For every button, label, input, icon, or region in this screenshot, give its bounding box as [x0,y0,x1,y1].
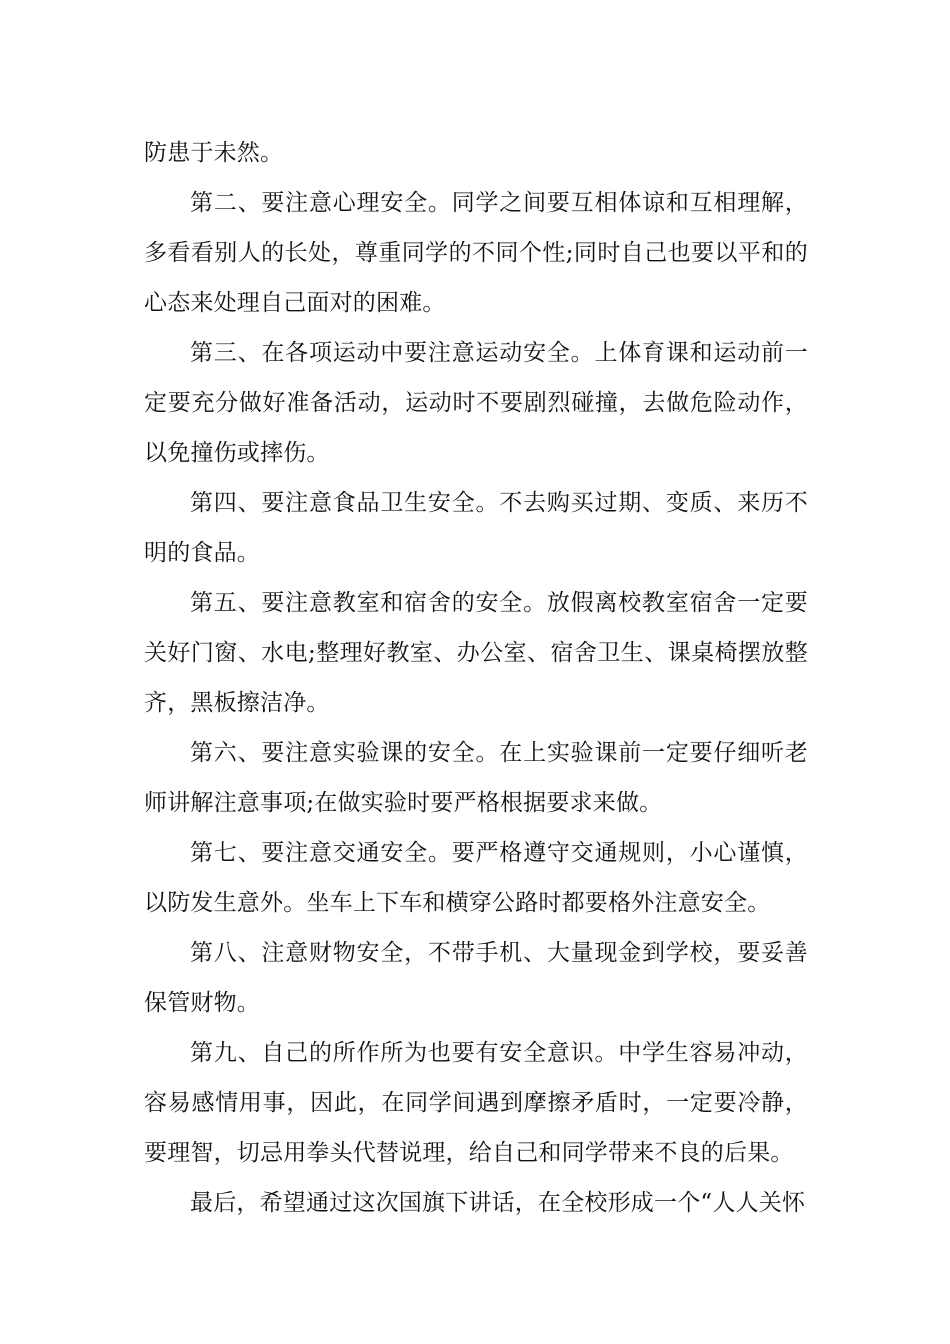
paragraph-sports-safety: 第三、在各项运动中要注意运动安全。上体育课和运动前一定要充分做好准备活动，运动时不要剧烈碰撞，去做危险动作，以免撞伤或摔伤。 [144,340,808,466]
paragraph-traffic-safety: 第七、要注意交通安全。要严格遵守交通规则，小心谨慎，以防发生意外。坐车上下车和横穿公路时都要格外注意安全。 [144,840,808,916]
paragraph-psychological-safety: 第二、要注意心理安全。同学之间要互相体谅和互相理解，多看看别人的长处，尊重同学的不同个性;同时自己也要以平和的心态来处理自己面对的困难。 [144,190,808,316]
paragraph-lab-safety: 第六、要注意实验课的安全。在上实验课前一定要仔细听老师讲解注意事项;在做实验时要严格根据要求来做。 [144,740,808,816]
paragraph-closing: 最后，希望通过这次国旗下讲话，在全校形成一个“人人关怀 [190,1190,806,1216]
paragraph-self-awareness: 第九、自己的所作所为也要有安全意识。中学生容易冲动，容易感情用事，因此，在同学间遇到摩擦矛盾时，一定要冷静，要理智，切忌用拳头代替说理，给自己和同学带来不良的后果。 [144,1040,808,1166]
paragraph-food-safety: 第四、要注意食品卫生安全。不去购买过期、变质、来历不明的食品。 [144,490,808,566]
paragraph-continuation: 防患于未然。 [144,140,284,166]
paragraph-property-safety: 第八、注意财物安全，不带手机、大量现金到学校，要妥善保管财物。 [144,940,808,1016]
document-body [144,128,808,1228]
paragraph-classroom-dorm-safety: 第五、要注意教室和宿舍的安全。放假离校教室宿舍一定要关好门窗、水电;整理好教室、办公室、宿舍卫生、课桌椅摆放整齐，黑板擦洁净。 [144,590,808,716]
